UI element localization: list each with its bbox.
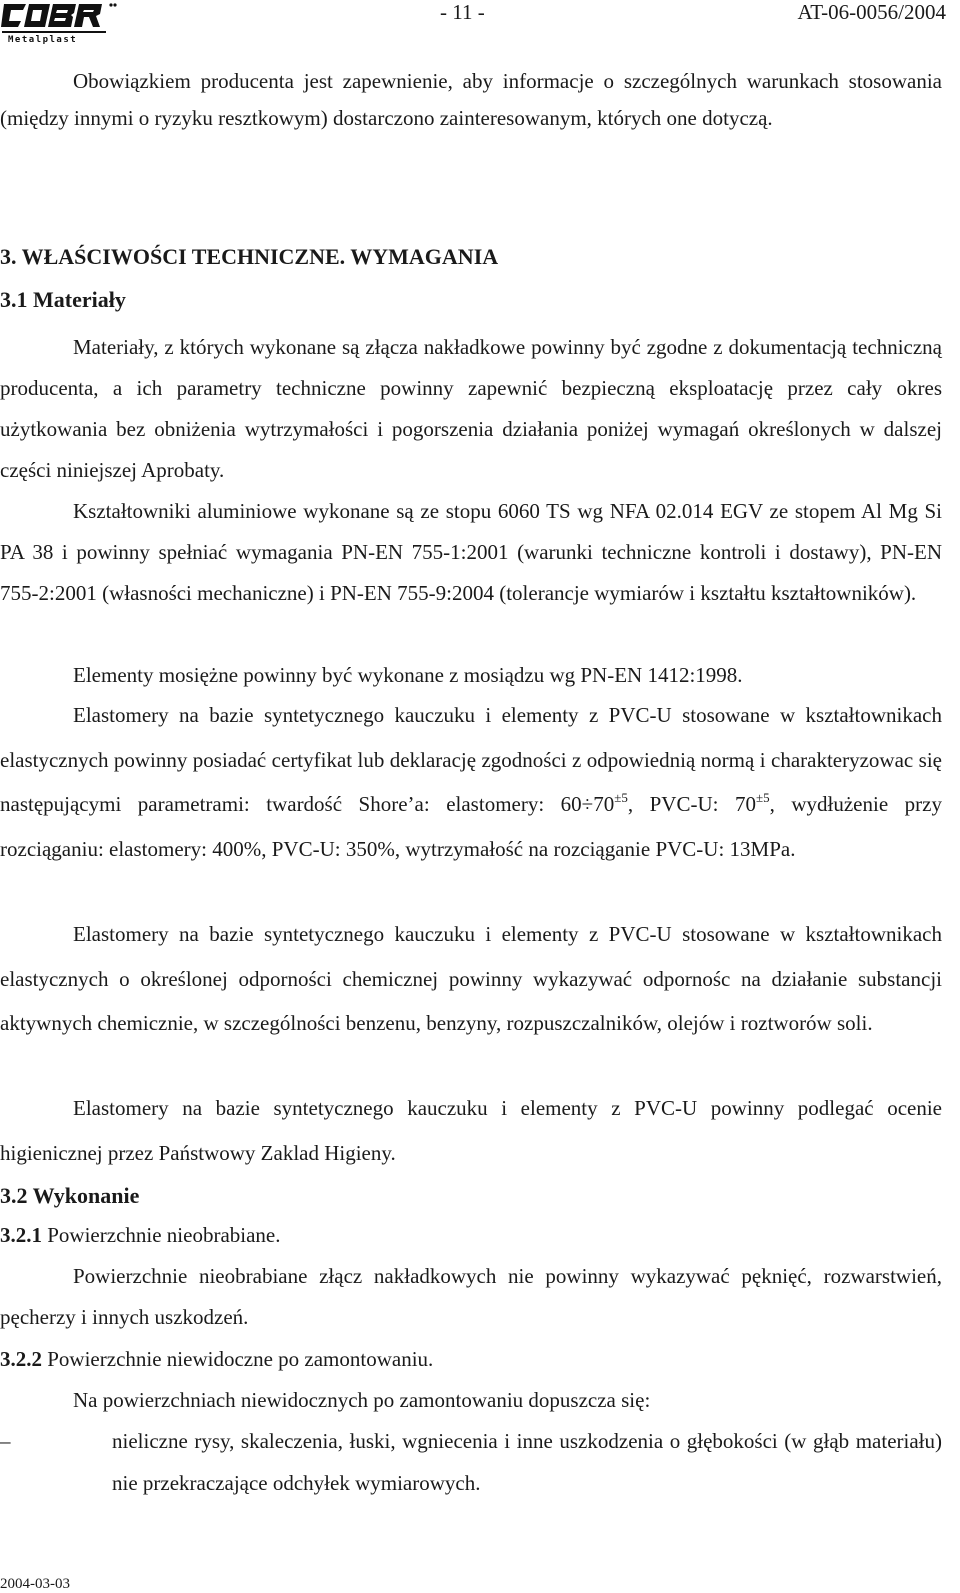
- footer-date: 2004-03-03: [0, 1576, 70, 1592]
- section-3-heading: 3. WŁAŚCIWOŚCI TECHNICZNE. WYMAGANIA: [0, 244, 499, 269]
- list-item-text: nieliczne rysy, skaleczenia, łuski, wgniecenia i inne uszkodzenia o głębokości (w głąb materiału) nie przekraczające odchyłek wymiarowych.: [112, 1429, 942, 1495]
- section-3-1-heading: 3.1 Materiały: [0, 287, 126, 312]
- section-3-2-1-heading: 3.2.1 Powierzchnie nieobrabiane.: [0, 1223, 281, 1247]
- company-logo: [0, 0, 118, 44]
- page-number: - 11 -: [440, 0, 485, 24]
- list-dash: –: [0, 1429, 11, 1453]
- hygiene-assessment-paragraph: Elastomery na bazie syntetycznego kauczuku i elementy z PVC-U powinny podlegać ocenie higienicznej przez Państwowy Zaklad Higieny.: [0, 1096, 942, 1165]
- svg-text:Metalplast: Metalplast: [8, 35, 78, 44]
- hidden-surfaces-paragraph: Na powierzchniach niewidocznych po zamontowaniu dopuszcza się:: [73, 1388, 651, 1412]
- elastomers-parameters-paragraph: Elastomery na bazie syntetycznego kauczuku i elementy z PVC-U stosowane w kształtownikach elastycznych powinny posiadać certyfikat lub deklarację zgodności z odpowiednią normą i charakteryzowac się następującymi parametrami: twardość Shore’a: elastomery: $60\div 70^{\pm 5}$, PVC-U: $70^{\pm 5}$, wydłużenie przy rozciąganiu: elastomery: 400%, PVC-U: 350%, wytrzymałość na rozciąganie PVC-U: 13MPa.: [0, 703, 942, 861]
- document-code: AT-06-0056/2004: [797, 0, 946, 24]
- page-header: [0, 0, 960, 48]
- aluminium-profiles-paragraph: Kształtowniki aluminiowe wykonane są ze stopu 6060 TS wg NFA 02.014 EGV ze stopem Al Mg Si PA 38 i powinny spełniać wymagania PN-EN 755-1:2001 (warunki techniczne kontroli i dostawy), PN-EN 755-2:2001 (własności mechaniczne) i PN-EN 755-9:2004 (tolerancje wymiarów i kształtu kształtowników).: [0, 499, 942, 605]
- section-3-2-2-heading: 3.2.2 Powierzchnie niewidoczne po zamontowaniu.: [0, 1347, 434, 1371]
- untreated-surfaces-paragraph: Powierzchnie nieobrabiane złącz nakładkowych nie powinny wykazywać pęknięć, rozwarstwień, pęcherzy i innych uszkodzeń.: [0, 1264, 942, 1329]
- intro-paragraph: Obowiązkiem producenta jest zapewnienie, aby informacje o szczególnych warunkach stosowania (między innymi o ryzyku resztkowym) dostarczono zainteresowanym, których one dotyczą.: [0, 69, 942, 130]
- elastomers-chemical-resistance-paragraph: Elastomery na bazie syntetycznego kauczuku i elementy z PVC-U stosowane w kształtownikach elastycznych o określonej odporności chemicznej powinny wykazywać odpornośc na działanie substancji aktywnych chemicznie, w szczególności benzenu, benzyny, rozpuszczalników, olejów i roztworów soli.: [0, 922, 942, 1035]
- section-3-2-heading: 3.2 Wykonanie: [0, 1183, 140, 1208]
- brass-elements-paragraph: Elementy mosiężne powinny być wykonane z mosiądzu wg PN-EN 1412:1998.: [73, 663, 743, 687]
- materials-paragraph: Materiały, z których wykonane są złącza nakładkowe powinny być zgodne z dokumentacją techniczną producenta, a ich parametry techniczne powinny zapewnić bezpieczną eksploatację przez cały okres użytkowania bez obniżenia wytrzymałości i pogorszenia działania poniżej wymagań określonych w dalszej części niniejszej Aprobaty.: [0, 335, 942, 482]
